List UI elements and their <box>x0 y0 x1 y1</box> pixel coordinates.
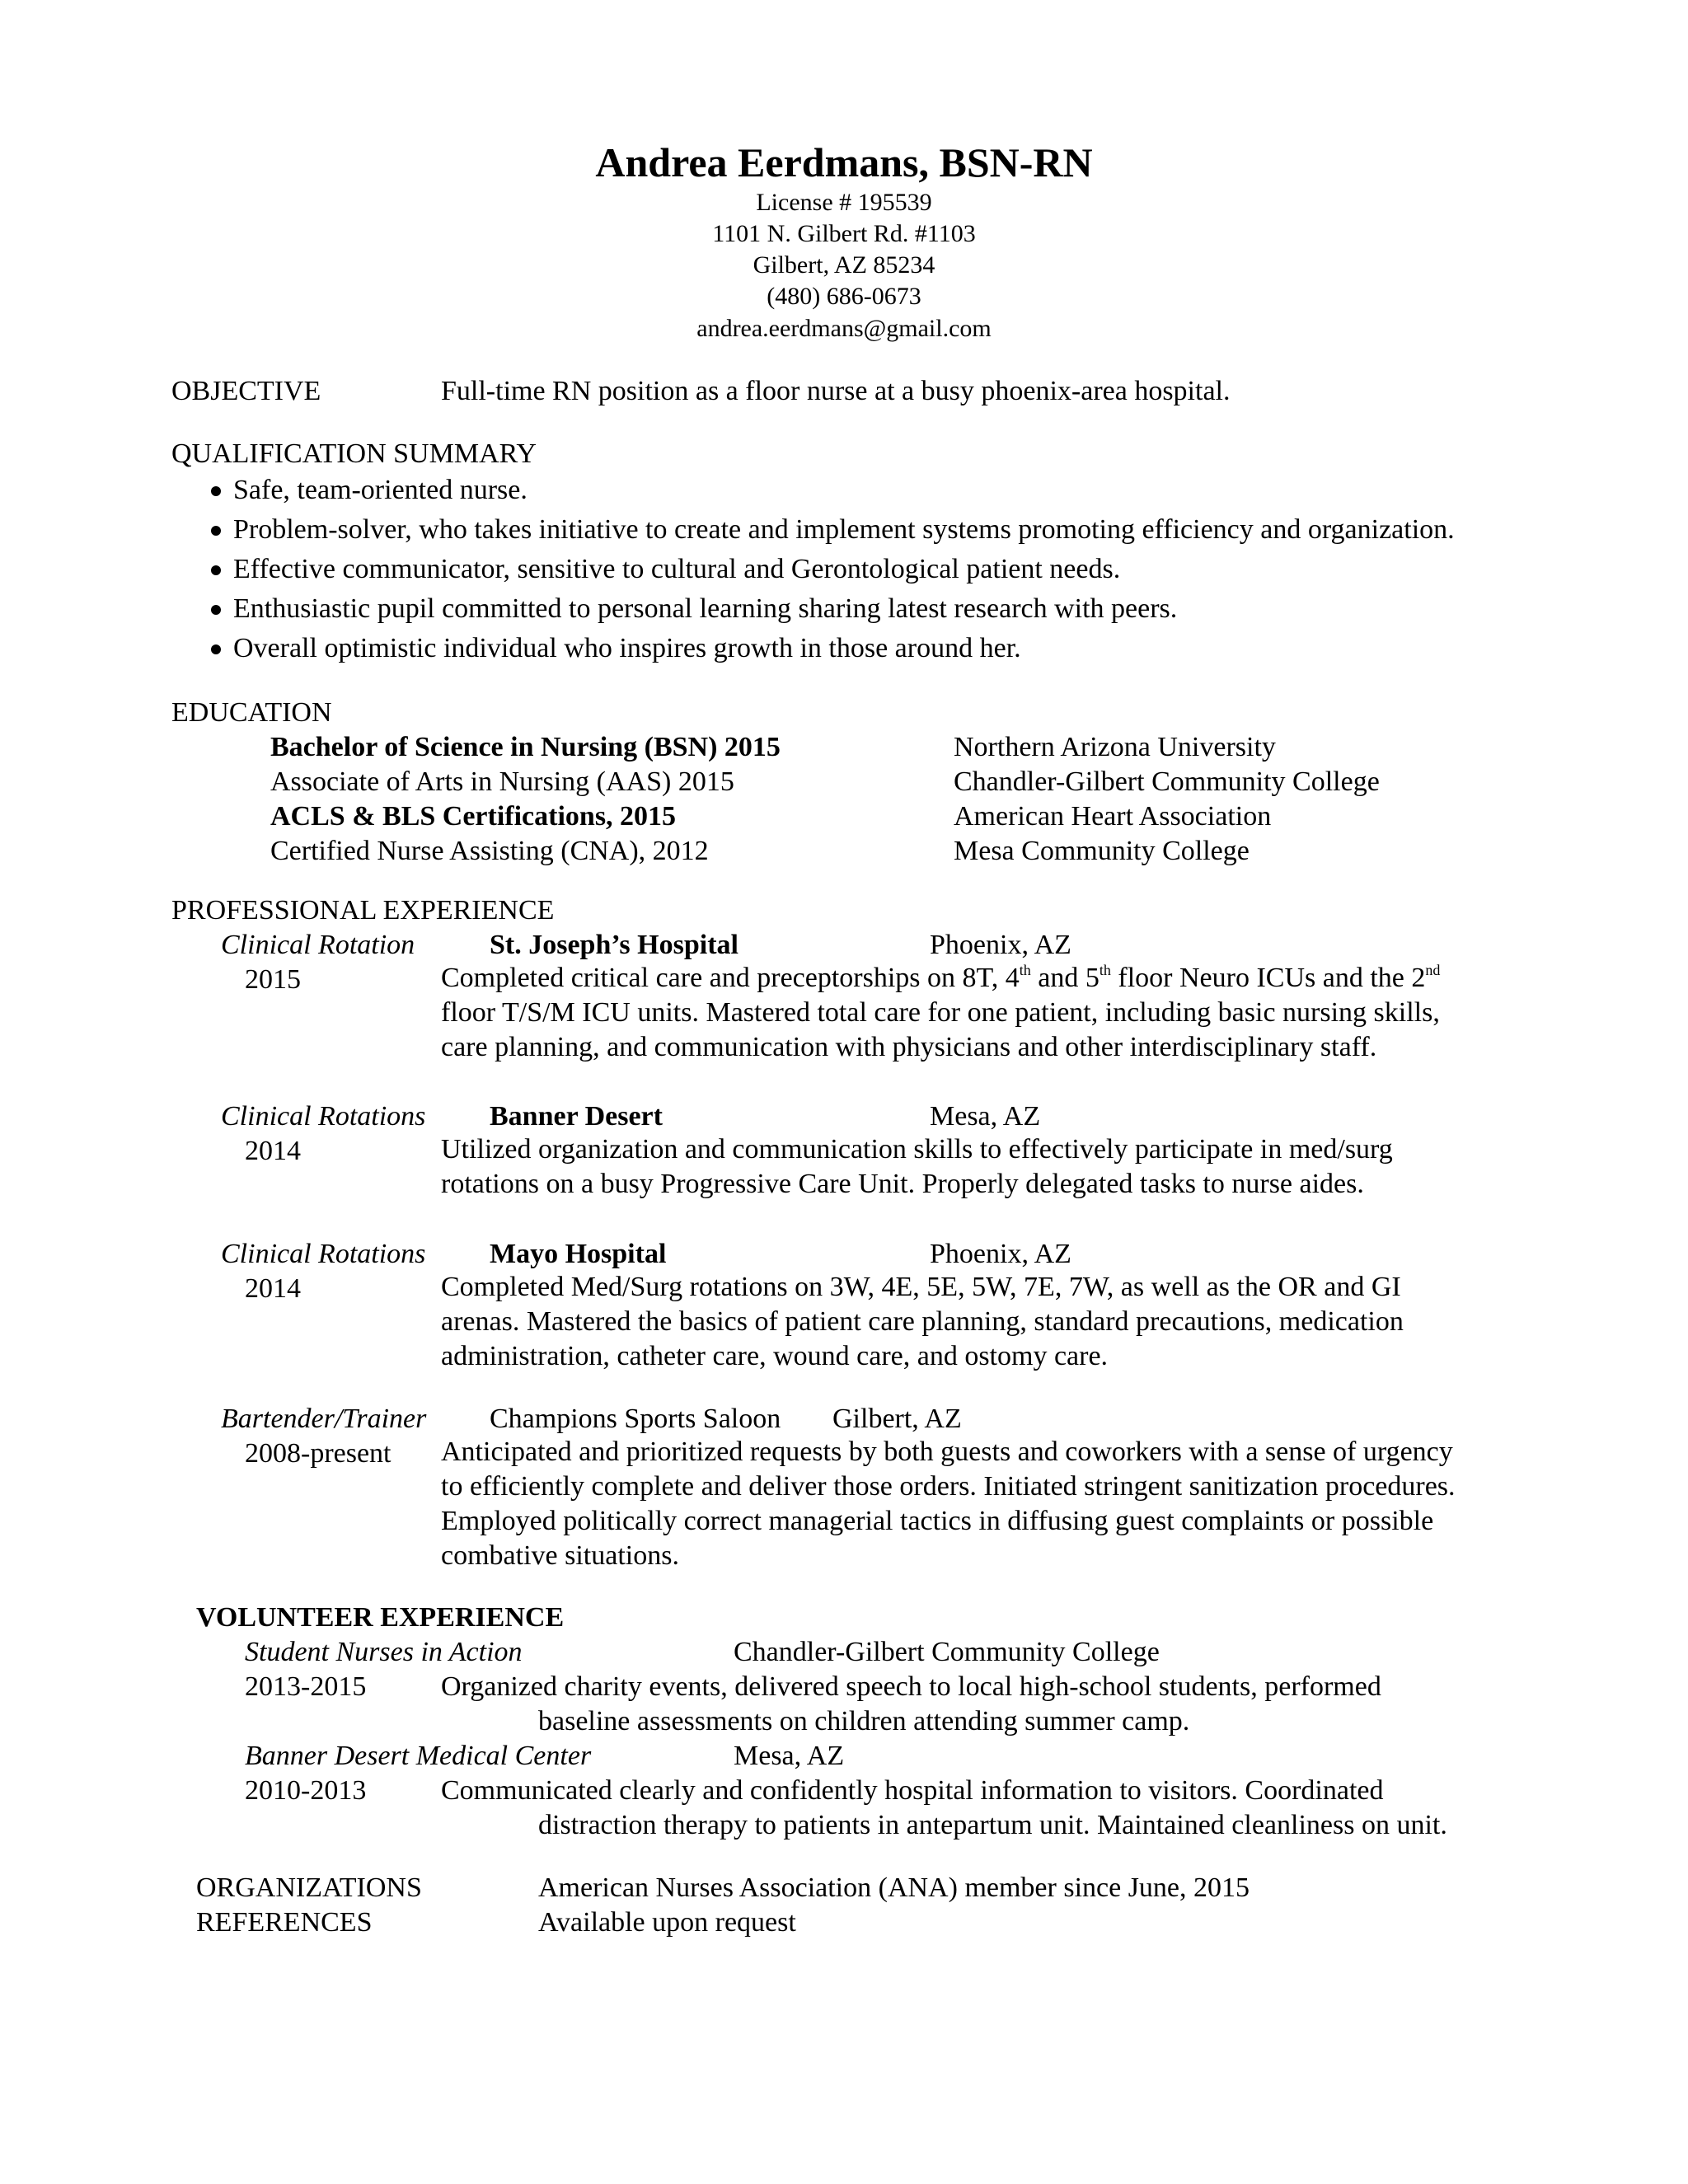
job-organization: St. Joseph’s Hospital <box>490 930 738 960</box>
volunteer-organization: Chandler-Gilbert Community College <box>734 1637 1160 1667</box>
qualification-item: Overall optimistic individual who inspires growth in those around her. <box>233 633 1021 663</box>
objective-heading: OBJECTIVE <box>171 376 321 406</box>
job-organization: Banner Desert <box>490 1101 663 1132</box>
experience-heading: PROFESSIONAL EXPERIENCE <box>171 895 555 926</box>
job-description-line: Completed Med/Surg rotations on 3W, 4E, 5E, 5W, 7E, 7W, as well as the OR and GI <box>441 1272 1401 1302</box>
job-organization: Champions Sports Saloon <box>490 1404 781 1434</box>
phone-number: (480) 686-0673 <box>767 283 921 310</box>
job-description <box>441 1435 1456 1573</box>
objective-text: Full-time RN position as a floor nurse at a busy phoenix-area hospital. <box>441 376 1231 406</box>
job-location: Mesa, AZ <box>930 1101 1041 1132</box>
volunteer-years: 2010-2013 <box>245 1775 367 1806</box>
education-degree: Certified Nurse Assisting (CNA), 2012 <box>270 836 709 866</box>
job-location: Phoenix, AZ <box>930 1239 1071 1269</box>
candidate-name: Andrea Eerdmans, BSN-RN <box>595 139 1093 185</box>
education-school: Mesa Community College <box>954 836 1250 866</box>
email-address: andrea.eerdmans@gmail.com <box>696 315 992 342</box>
volunteer-heading: VOLUNTEER EXPERIENCE <box>196 1602 565 1633</box>
bullet-icon <box>211 605 221 615</box>
qualification-item: Safe, team-oriented nurse. <box>233 475 528 505</box>
job-description <box>441 1270 1404 1374</box>
job-role: Clinical Rotations <box>221 1239 426 1269</box>
job-location: Gilbert, AZ <box>832 1404 962 1434</box>
bullet-icon <box>211 526 221 536</box>
job-role: Bartender/Trainer <box>221 1404 427 1434</box>
education-degree: Associate of Arts in Nursing (AAS) 2015 <box>270 766 734 797</box>
license-number: License # 195539 <box>756 189 932 216</box>
qualification-item: Problem-solver, who takes initiative to create and implement systems promoting efficiency and organization. <box>233 514 1455 545</box>
job-description-line: Employed politically correct managerial tactics in diffusing guest complaints or possible <box>441 1506 1434 1536</box>
job-description-line: to efficiently complete and deliver those orders. Initiated stringent sanitization procedures. <box>441 1471 1456 1502</box>
job-description-line: combative situations. <box>441 1540 679 1571</box>
job-description <box>441 1132 1393 1202</box>
education-heading: EDUCATION <box>171 697 332 728</box>
job-description-line: Anticipated and prioritized requests by both guests and coworkers with a sense of urgency <box>441 1436 1453 1467</box>
job-description-line: Utilized organization and communication skills to effectively participate in med/surg <box>441 1134 1393 1165</box>
volunteer-description-line: Organized charity events, delivered speech to local high-school students, performed <box>441 1671 1381 1702</box>
qualification-item: Effective communicator, sensitive to cultural and Gerontological patient needs. <box>233 554 1121 584</box>
references-text: Available upon request <box>538 1907 796 1938</box>
job-year: 2008-present <box>245 1438 392 1469</box>
bullet-icon <box>211 565 221 575</box>
education-school: American Heart Association <box>954 801 1272 832</box>
organizations-heading: ORGANIZATIONS <box>196 1872 422 1903</box>
job-description-line: care planning, and communication with physicians and other interdisciplinary staff. <box>441 1032 1377 1062</box>
street-address: 1101 N. Gilbert Rd. #1103 <box>712 220 976 247</box>
job-description-line: Completed critical care and preceptorships on 8T, 4th and 5th floor Neuro ICUs and the 2nd <box>441 962 1441 993</box>
references-heading: REFERENCES <box>196 1907 373 1938</box>
job-year: 2014 <box>245 1136 301 1166</box>
job-location: Phoenix, AZ <box>930 930 1071 960</box>
volunteer-description-line: Communicated clearly and confidently hospital information to visitors. Coordinated <box>441 1775 1384 1806</box>
job-description-line: administration, catheter care, wound care, and ostomy care. <box>441 1341 1109 1371</box>
volunteer-role: Student Nurses in Action <box>245 1637 523 1667</box>
job-description <box>441 961 1440 1065</box>
organizations-text: American Nurses Association (ANA) member since June, 2015 <box>538 1872 1250 1903</box>
job-organization: Mayo Hospital <box>490 1239 667 1269</box>
volunteer-years: 2013-2015 <box>245 1671 367 1702</box>
education-school: Chandler-Gilbert Community College <box>954 766 1380 797</box>
volunteer-description-line: baseline assessments on children attending summer camp. <box>538 1706 1190 1736</box>
bullet-icon <box>211 486 221 496</box>
education-degree: Bachelor of Science in Nursing (BSN) 2015 <box>270 732 781 762</box>
job-role: Clinical Rotation <box>221 930 415 960</box>
volunteer-description-line: distraction therapy to patients in antepartum unit. Maintained cleanliness on unit. <box>538 1810 1447 1840</box>
job-description-line: arenas. Mastered the basics of patient care planning, standard precautions, medication <box>441 1306 1404 1337</box>
job-year: 2015 <box>245 964 301 995</box>
bullet-icon <box>211 644 221 654</box>
qualification-heading: QUALIFICATION SUMMARY <box>171 438 537 469</box>
volunteer-role: Banner Desert Medical Center <box>245 1741 592 1771</box>
city-state-zip: Gilbert, AZ 85234 <box>753 251 935 279</box>
job-description-line: rotations on a busy Progressive Care Unit. Properly delegated tasks to nurse aides. <box>441 1169 1364 1199</box>
job-year: 2014 <box>245 1273 301 1304</box>
job-description-line: floor T/S/M ICU units. Mastered total care for one patient, including basic nursing skills, <box>441 997 1440 1028</box>
education-school: Northern Arizona University <box>954 732 1276 762</box>
qualification-item: Enthusiastic pupil committed to personal learning sharing latest research with peers. <box>233 593 1178 624</box>
education-degree: ACLS & BLS Certifications, 2015 <box>270 801 677 832</box>
job-role: Clinical Rotations <box>221 1101 426 1132</box>
volunteer-organization: Mesa, AZ <box>734 1741 845 1771</box>
